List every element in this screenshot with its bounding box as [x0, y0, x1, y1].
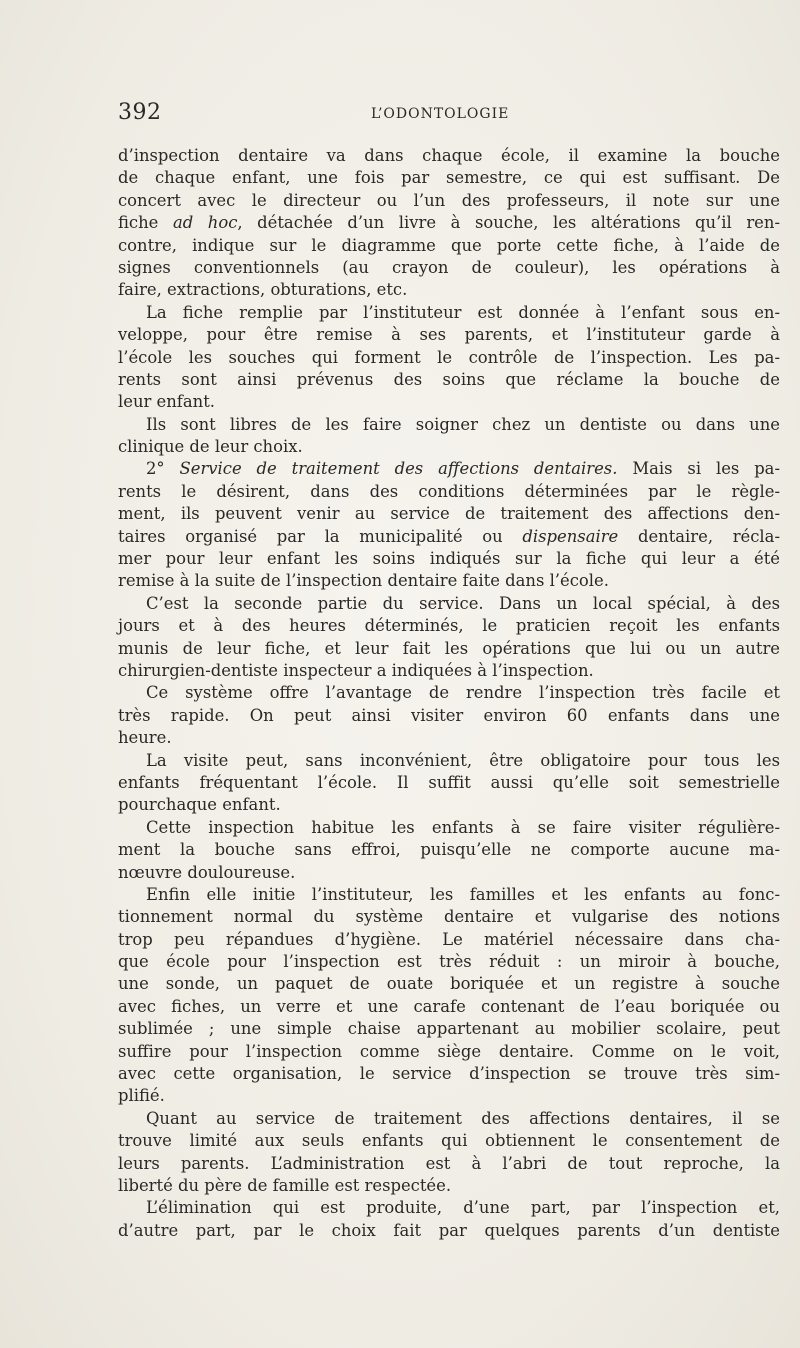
- text-line: très rapide. On peut ainsi visiter environ 60 enfants dans une: [118, 705, 780, 725]
- text-line: La visite peut, sans inconvénient, être obligatoire pour tous les: [146, 750, 780, 770]
- text-line: leurs parents. L’administration est à l’abri de tout reproche, la: [118, 1153, 780, 1173]
- text-line: fiche ad hoc, détachée d’un livre à souche, les altérations qu’il ren-: [118, 213, 780, 233]
- text-line: plifié.: [118, 1086, 165, 1106]
- text-line: L’élimination qui est produite, d’une part, par l’inspection et,: [146, 1198, 780, 1218]
- text-line: rents sont ainsi prévenus des soins que réclame la bouche de: [118, 369, 780, 389]
- text-line: sublimée ; une simple chaise appartenant au mobilier scolaire, peut: [118, 1019, 780, 1039]
- journal-title: L’ODONTOLOGIE: [371, 106, 510, 122]
- body-text: [118, 145, 780, 1242]
- text-line: jours et à des heures déterminés, le praticien reçoit les enfants: [118, 616, 780, 636]
- text-line: l’école les souches qui forment le contrôle de l’inspection. Les pa-: [118, 347, 780, 367]
- text-line: pourchaque enfant.: [118, 795, 281, 815]
- text-line: munis de leur fiche, et leur fait les opérations que lui ou un autre: [118, 638, 780, 658]
- text-line: chirurgien-dentiste inspecteur a indiquées à l’inspection.: [118, 660, 594, 680]
- text-line: mer pour leur enfant les soins indiqués sur la fiche qui leur a été: [118, 549, 780, 569]
- text-line: avec cette organisation, le service d’inspection se trouve très sim-: [118, 1064, 780, 1084]
- text-line: d’inspection dentaire va dans chaque école, il examine la bouche: [118, 146, 780, 165]
- text-line: Quant au service de traitement des affections dentaires, il se: [146, 1108, 780, 1128]
- text-line: heure.: [118, 728, 172, 748]
- text-line: Ce système offre l’avantage de rendre l’inspection très facile et: [146, 683, 780, 703]
- text-line: rents le désirent, dans des conditions déterminées par le règle-: [118, 481, 780, 501]
- text-line: veloppe, pour être remise à ses parents, et l’instituteur garde à: [118, 325, 780, 345]
- text-line: taires organisé par la municipalité ou dispensaire dentaire, récla-: [118, 526, 780, 546]
- text-line: enfants fréquentant l’école. Il suffit aussi qu’elle soit semestrielle: [118, 772, 780, 792]
- text-line: ment la bouche sans effroi, puisqu’elle ne comporte aucune ma-: [118, 840, 780, 860]
- text-line: signes conventionnels (au crayon de couleur), les opérations à: [118, 257, 780, 277]
- text-line: trouve limité aux seuls enfants qui obtiennent le consentement de: [118, 1131, 780, 1151]
- page-number: 392: [118, 100, 162, 125]
- text-line: clinique de leur choix.: [118, 437, 303, 457]
- running-head: [118, 100, 780, 130]
- text-line: La fiche remplie par l’instituteur est donnée à l’enfant sous en-: [146, 302, 780, 322]
- text-line: avec fiches, un verre et une carafe contenant de l’eau boriquée ou: [118, 996, 780, 1016]
- text-line: nœuvre douloureuse.: [118, 862, 296, 882]
- text-line: C’est la seconde partie du service. Dans un local spécial, à des: [146, 593, 780, 613]
- text-line: remise à la suite de l’inspection dentaire faite dans l’école.: [118, 571, 609, 591]
- text-line: de chaque enfant, une fois par semestre, ce qui est suffisant. De: [118, 168, 780, 188]
- text-line: faire, extractions, obturations, etc.: [118, 280, 408, 300]
- text-line: leur enfant.: [118, 392, 215, 412]
- text-line: ment, ils peuvent venir au service de traitement des affections den-: [118, 504, 780, 524]
- text-line: tionnement normal du système dentaire et vulgarise des notions: [118, 907, 780, 927]
- text-line: d’autre part, par le choix fait par quelques parents d’un dentiste: [118, 1220, 780, 1240]
- text-line: liberté du père de famille est respectée.: [118, 1175, 452, 1195]
- text-line: que école pour l’inspection est très réduit : un miroir à bouche,: [118, 952, 780, 972]
- text-line: Cette inspection habitue les enfants à se faire visiter régulière-: [146, 817, 780, 837]
- text-line: trop peu répandues d’hygiène. Le matériel nécessaire dans cha-: [118, 929, 780, 949]
- text-line: suffire pour l’inspection comme siège dentaire. Comme on le voit,: [118, 1041, 780, 1061]
- text-line: Enfin elle initie l’instituteur, les familles et les enfants au fonc-: [146, 884, 780, 904]
- text-line: contre, indique sur le diagramme que porte cette fiche, à l’aide de: [118, 235, 780, 255]
- text-line: concert avec le directeur ou l’un des professeurs, il note sur une: [118, 190, 780, 210]
- text-line: une sonde, un paquet de ouate boriquée et un registre à souche: [118, 974, 780, 994]
- text-line: Ils sont libres de les faire soigner chez un dentiste ou dans une: [146, 414, 780, 434]
- text-line: 2° Service de traitement des affections dentaires. Mais si les pa-: [146, 459, 780, 479]
